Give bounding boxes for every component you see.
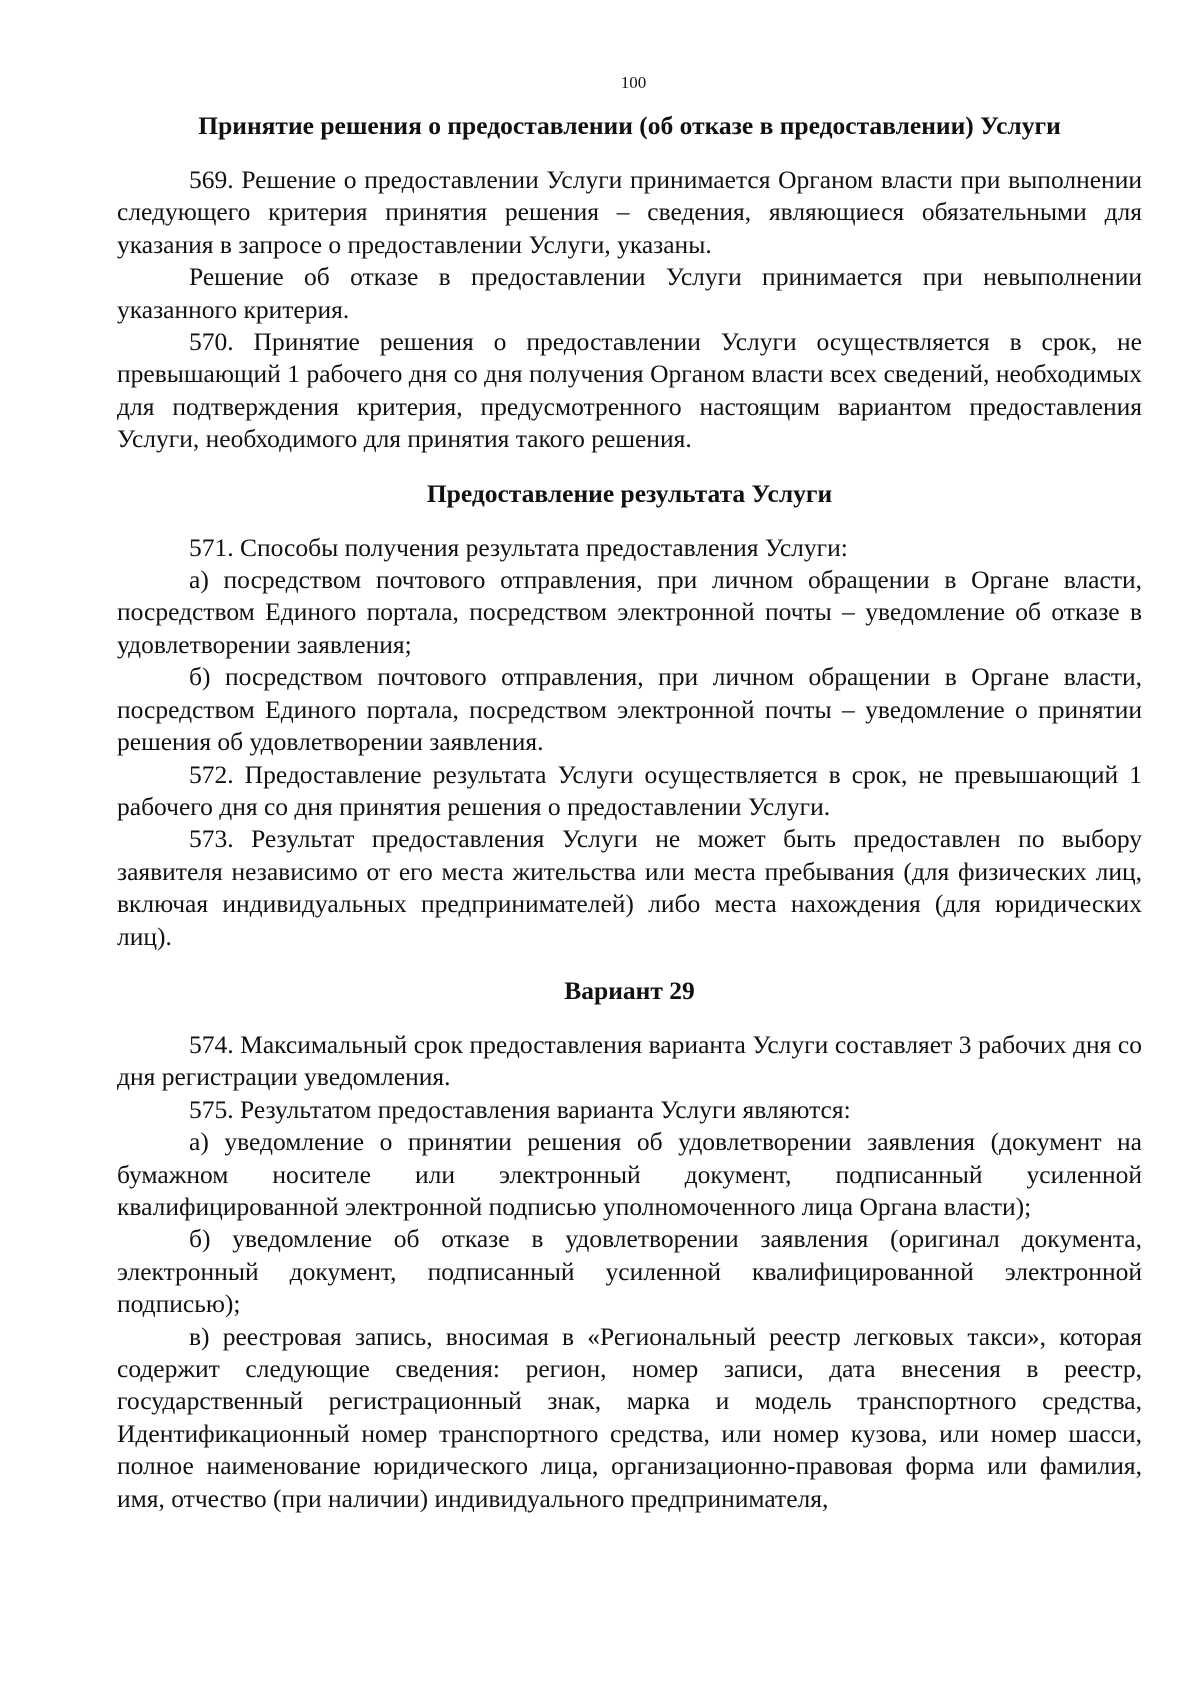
paragraph-573: 573. Результат предоставления Услуги не может быть предоставлен по выбору заявителя независимо от его места жительства или места пребывания (для физических лиц, включая индивидуальных предпринимателей) либо места нахождения (для юридических лиц). [117,824,1142,951]
paragraph-570: 570. Принятие решения о предоставлении Услуги осуществляется в срок, не превышающий 1 рабочего дня со дня получения Органом власти всех сведений, необходимых для подтверждения критерия, предусмотренного настоящим вариантом предоставления Услуги, необходимого для принятия такого решения. [117,327,1142,454]
section-heading-result: Предоставление результата Услуги [426,478,833,508]
section-decision [117,110,1142,456]
paragraph-571: 571. Способы получения результата предоставления Услуги: [189,532,848,562]
section-result [117,478,1142,953]
page-number: 100 [620,73,647,92]
section-heading-variant-29: Вариант 29 [564,975,695,1005]
paragraph-575-b: б) уведомление об отказе в удовлетворении заявления (оригинал документа, электронный документ, подписанный усиленной квалифицированной электронной подписью); [117,1224,1142,1319]
section-heading-decision: Принятие решения о предоставлении (об отказе в предоставлении) Услуги [198,111,1061,140]
paragraph-575-a: а) уведомление о принятии решения об удовлетворении заявления (документ на бумажном носителе или электронный документ, подписанный усиленной квалифицированной электронной подписью уполномоченного лица Органа власти); [117,1127,1142,1221]
paragraph-571-a: а) посредством почтового отправления, при личном обращении в Органе власти, посредством Единого портала, посредством электронной почты – уведомление об отказе в удовлетворении заявления; [117,565,1142,659]
paragraph-571-b: б) посредством почтового отправления, при личном обращении в Органе власти, посредством Единого портала, посредством электронной почты – уведомление о принятии решения об удовлетворении заявления. [117,662,1142,757]
paragraph-572: 572. Предоставление результата Услуги осуществляется в срок, не превышающий 1 рабочего дня со дня принятия решения о предоставлении Услуги. [117,759,1142,821]
paragraph-575: 575. Результатом предоставления варианта Услуги являются: [189,1094,851,1124]
section-variant-29 [117,975,1142,1515]
paragraph-574: 574. Максимальный срок предоставления варианта Услуги составляет 3 рабочих дня со дня регистрации уведомления. [117,1029,1142,1092]
paragraph-refusal-decision: Решение об отказе в предоставлении Услуги принимается при невыполнении указанного критерия. [117,262,1142,324]
paragraph-575-v: в) реестровая запись, вносимая в «Региональный реестр легковых такси», которая содержит следующие сведения: регион, номер записи, дата внесения в реестр, государственный регистрационный знак, марка и модель транспортного средства, Идентификационный номер транспортного средства, или номер кузова, или номер шасси, полное наименование юридического лица, организационно-правовая форма или фамилия, имя, отчество (при наличии) индивидуального предпринимателя, [117,1321,1142,1513]
paragraph-569: 569. Решение о предоставлении Услуги принимается Органом власти при выполнении следующего критерия принятия решения – сведения, являющиеся обязательными для указания в запросе о предоставлении Услуги, указаны. [117,165,1142,259]
